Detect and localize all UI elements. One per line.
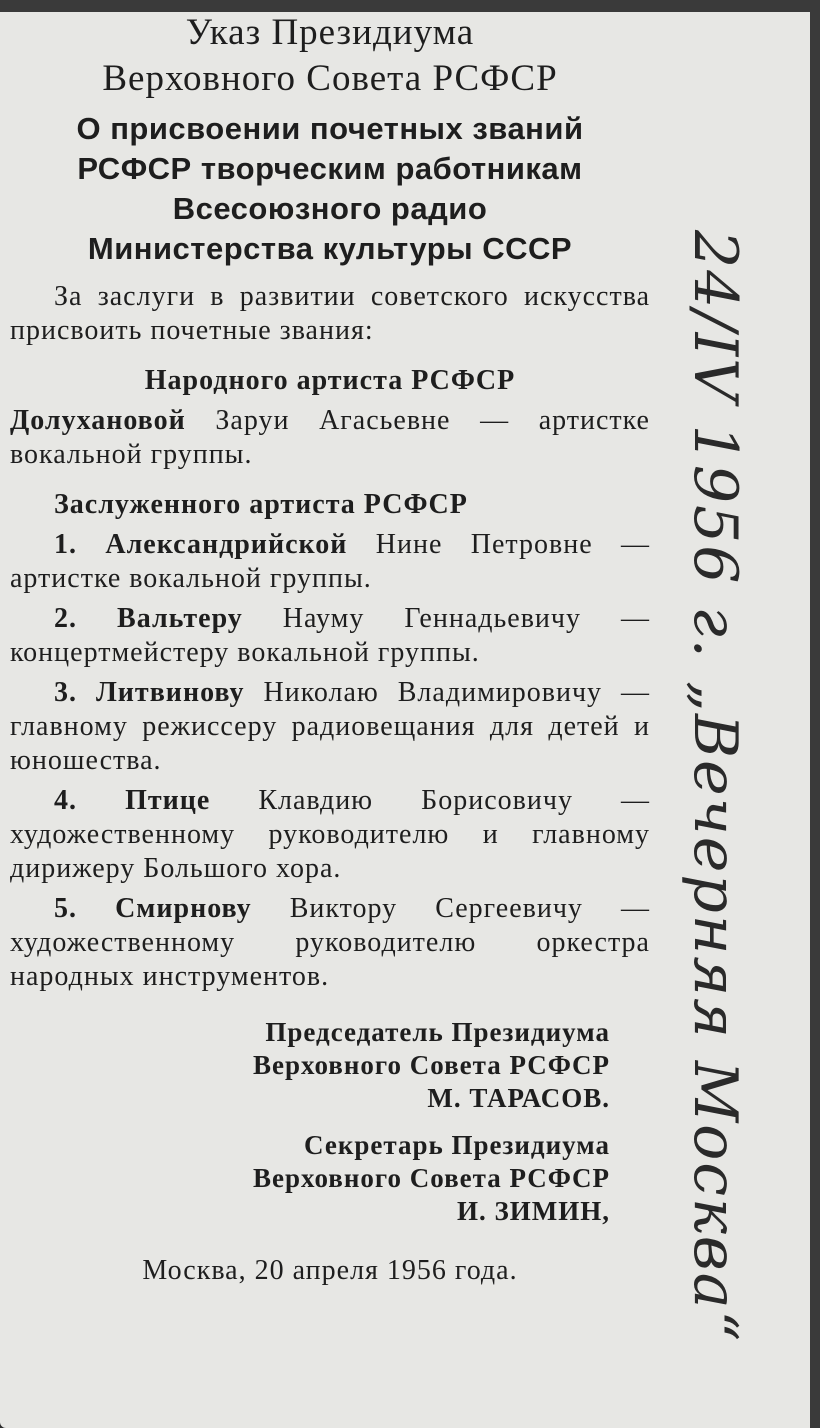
section1-entry [10,404,650,472]
entry-rest: Николаю Владимировичу — главному режиссеру радиовещания для детей и юношества. [10,677,650,776]
signature-secretary [10,1129,650,1228]
item-number: 5. [54,893,77,924]
list-item [10,676,650,778]
section2-heading: Заслуженного артиста РСФСР [54,489,468,520]
surname: Вальтеру [117,603,243,634]
signature-name: М. ТАРАСОВ. [427,1083,610,1113]
item-number: 4. [54,785,77,816]
subtitle-line: РСФСР творческим работникам [77,151,583,186]
handwritten-note: 24/IV 1956 г. „Вечерняя Москва“ [680,230,750,1344]
surname: Птице [125,785,211,816]
date-line: Москва, 20 апреля 1956 года. [142,1255,518,1286]
item-number: 2. [54,603,77,634]
section1-heading: Народного артиста РСФСР [144,365,516,396]
signature-body: Верховного Совета РСФСР [252,1050,610,1080]
decree-title-line1: Указ Президиума [185,12,475,53]
subtitle-line: О присвоении почетных званий [76,111,584,146]
surname: Долухановой [10,405,186,436]
subtitle-line: Министерства культуры СССР [87,231,573,266]
entry-rest: Заруи Агасьевне — артистке вокальной группы. [10,405,650,470]
article [10,10,650,1288]
surname: Литвинову [95,677,245,708]
signature-name: И. ЗИМИН, [457,1196,610,1226]
subtitle-line: Всесоюзного радио [172,191,488,226]
entry-rest: Нине Петровне — артистке вокальной группы. [10,529,650,594]
signature-body: Верховного Совета РСФСР [252,1163,610,1193]
item-number: 1. [54,529,77,560]
list-item [10,528,650,596]
entry-rest: Клавдию Борисовичу — художественному руководителю и главному дирижеру Большого хора. [10,785,650,884]
list-item [10,892,650,994]
list-item [10,784,650,886]
surname: Александрийской [105,529,348,560]
entry-rest: Науму Геннадьевичу — концертмейстеру вокальной группы. [10,603,651,668]
intro-paragraph: За заслуги в развитии советского искусства присвоить почетные звания: [10,281,650,346]
decree-subtitle [10,110,650,268]
list-item [10,602,650,670]
entry-rest: Виктору Сергеевичу — художественному руководителю оркестра народных инструментов. [10,893,650,992]
surname: Смирнову [115,893,252,924]
handwritten-annotation [680,230,820,1344]
item-number: 3. [54,677,77,708]
decree-title-line2: Верховного Совета РСФСР [102,58,558,99]
signature-role: Секретарь Президиума [304,1130,610,1160]
signature-chairman [10,1016,650,1115]
signature-role: Председатель Президиума [265,1017,610,1047]
